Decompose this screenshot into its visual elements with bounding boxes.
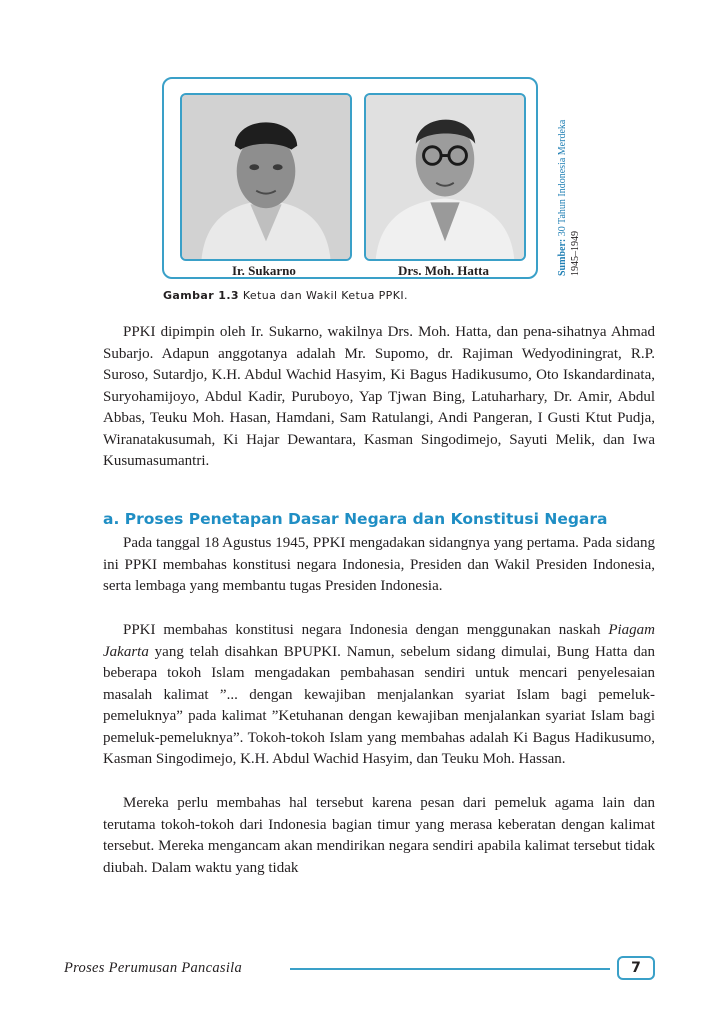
source-title: 30 Tahun Indonesia Merdeka (557, 119, 568, 237)
paragraph-constitution-part2: yang telah disahkan BPUPKI. Namun, sebelum sidang dimulai, Bung Hatta dan beberapa tokoh Islam mengadakan pembahasan sendiri untuk mencari penyelesaian masalah kalimat ”... dengan kewajiban menjalankan syariat Islam bagi pemeluk-pemeluknya” pada kalimat ”Ketuhanan dengan kewajiban menjalankan syariat Islam bagi pemeluk-pemeluknya”. Tokoh-tokoh Islam yang membahas adalah Ki Bagus Hadikusumo, Kasman Singodimejo, K.H. Abdul Wachid Hasyim, dan Teuku Moh. Hassan. (103, 643, 655, 767)
source-label: Sumber: (557, 238, 568, 276)
figure-caption (163, 289, 408, 302)
paragraph-constitution-part1: PPKI membahas konstitusi negara Indonesia dengan menggunakan naskah (123, 622, 609, 638)
paragraph-objection: Mereka perlu membahas hal tersebut karena pesan dari pemeluk agama lain dan terutama tokoh-tokoh dari Indonesia bagian timur yang merasa keberatan dengan kalimat tersebut. Mereka mengancam akan mendirikan negara sendiri apabila kalimat tersebut tidak diubah. Dalam waktu yang tidak (103, 795, 655, 876)
paragraph-constitution (103, 620, 655, 771)
section-heading: a. Proses Penetapan Dasar Negara dan Konstitusi Negara (103, 510, 608, 528)
source-years: 1945–1949 (570, 231, 581, 276)
photo-caption-sukarno: Ir. Sukarno (232, 263, 296, 278)
paragraph-members: PPKI dipimpin oleh Ir. Sukarno, wakilnya Drs. Moh. Hatta, dan pena-sihatnya Ahmad Subarjo. Adapun anggotanya adalah Mr. Supomo, dr. Rajiman Wedyodiningrat, R.P. Suroso, Sutardjo, K.H. Abdul Wachid Hasyim, Ki Bagus Hadikusumo, Oto Iskandardinata, Suryohamijoyo, Abdul Kadir, Puruboyo, Yap Tjwan Bing, Latuharhary, Dr. Amir, Abdul Abbas, Teuku Moh. Hasan, Hamdani, Sam Ratulangi, Andi Pangeran, I Gusti Ktut Pudja, Wiranatakusumah, Ki Hajar Dewantara, Kasman Singodimejo, Sayuti Melik, dan Iwa Kusumasumantri. (103, 324, 655, 469)
footer-chapter-title: Proses Perumusan Pancasila (64, 960, 243, 976)
figure-caption-text: Ketua dan Wakil Ketua PPKI. (242, 289, 408, 302)
piagam-jakarta-term: Piagam Jakarta (103, 622, 655, 660)
image-source (556, 120, 582, 276)
portrait-hatta-image (364, 93, 526, 261)
photo-caption-hatta: Drs. Moh. Hatta (398, 263, 489, 278)
footer-divider (290, 968, 610, 970)
page-number: 7 (617, 956, 655, 980)
portrait-sukarno-image (180, 93, 352, 261)
figure-caption-label: Gambar 1.3 (163, 289, 239, 302)
paragraph-first-session: Pada tanggal 18 Agustus 1945, PPKI mengadakan sidangnya yang pertama. Pada sidang ini PPKI membahas konstitusi negara Indonesia, Presiden dan Wakil Presiden Indonesia, serta lembaga yang membantu tugas Presiden Indonesia. (103, 535, 655, 594)
